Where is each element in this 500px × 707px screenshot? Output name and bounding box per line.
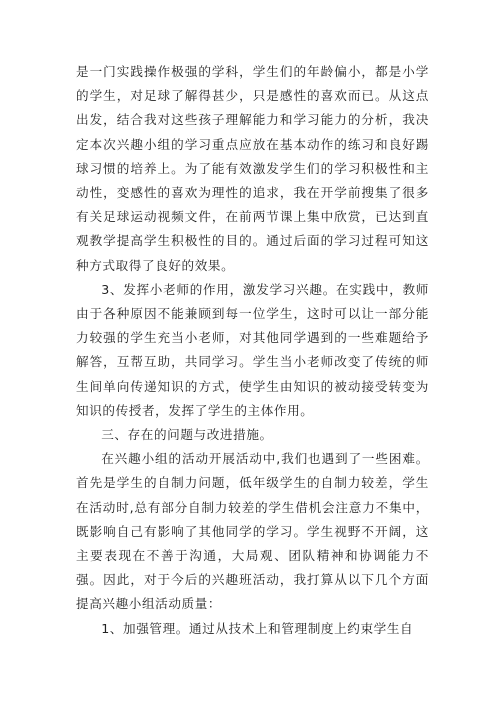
document-body xyxy=(76,60,429,641)
paragraph-intro-continued: 是一门实践操作极强的学科，学生们的年龄偏小，都是小学的学生，对足球了解得甚少，只是感性的喜欢而已。从这点出发，结合我对这些孩子理解能力和学习能力的分析，我决定本次兴趣小组的学习重点应放在基本动作的练习和良好踢球习惯的培养上。为了能有效激发学生们的学习积极性和主动性，变感性的喜欢为理性的追求，我在开学前搜集了很多有关足球运动视频文件，在前两节课上集中欣赏，已达到直观教学提高学生积极性的目的。通过后面的学习过程可知这种方式取得了良好的效果。 xyxy=(76,64,429,273)
paragraph-measure-1: 1、加强管理。通过从技术上和管理制度上约束学生自 xyxy=(101,620,414,636)
section-heading: 三、存在的问题与改进措施。 xyxy=(101,427,273,443)
paragraph-problems: 在兴趣小组的活动开展活动中,我们也遇到了一些困难。首先是学生的自制力问题，低年级学生的自制力较差，学生在活动时,总有部分自制力较差的学生借机会注意力不集中，既影响自己有影响了其他同学的学习。学生视野不开阔，这主要表现在不善于沟通，大局观、团队精神和协调能力不强。因此，对于今后的兴趣班活动，我打算从以下几个方面提高兴趣小组活动质量： xyxy=(76,451,429,612)
paragraph-point-3: 3、发挥小老师的作用，激发学习兴趣。在实践中，教师由于各种原因不能兼顾到每一位学生，这时可以让一部分能力较强的学生充当小老师，对其他同学遇到的一些难题给予解答，互帮互助，共同学习。学生当小老师改变了传统的师生间单向传递知识的方式，使学生由知识的被动接受转变为知识的传授者，发挥了学生的主体作用。 xyxy=(76,281,429,418)
